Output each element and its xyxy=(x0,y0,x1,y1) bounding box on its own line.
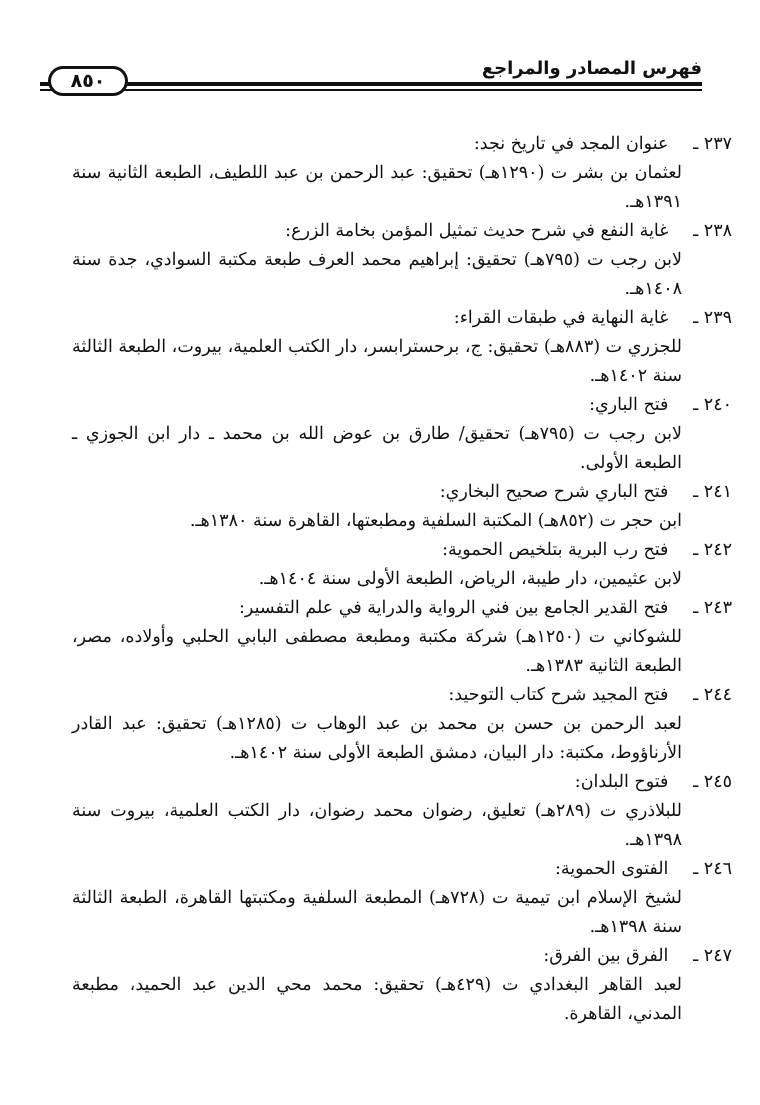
entry-title: الفرق بين الفرق: xyxy=(543,946,669,966)
entry-title: فتح الباري شرح صحيح البخاري: xyxy=(439,482,669,502)
entry-title-line xyxy=(72,768,732,797)
list-item xyxy=(72,681,732,768)
entry-body: لابن رجب ت (٧٩٥هـ) تحقيق/ طارق بن عوض الله بن محمد ـ دار ابن الجوزي ـ الطبعة الأولى. xyxy=(72,424,682,473)
list-item xyxy=(72,217,732,304)
list-item xyxy=(72,594,732,681)
page-header xyxy=(0,0,760,110)
list-item xyxy=(72,536,732,594)
entry-title-line xyxy=(72,304,732,333)
list-item xyxy=(72,391,732,478)
entry-number: ٢٣٨ ـ xyxy=(693,221,732,241)
entry-body: لعبد القاهر البغدادي ت (٤٢٩هـ) تحقيق: محمد محي الدين عبد الحميد، مطبعة المدني، القاهرة. xyxy=(72,975,682,1024)
entry-body: لابن رجب ت (٧٩٥هـ) تحقيق: إبراهيم محمد العرف طبعة مكتبة السوادي، جدة سنة ١٤٠٨هـ. xyxy=(72,250,682,299)
entry-body: للشوكاني ت (١٢٥٠هـ) شركة مكتبة ومطبعة مصطفى البابي الحلبي وأولاده، مصر، الطبعة الثانية ١٣٨٣هـ. xyxy=(72,627,683,676)
entry-title: فتح الباري: xyxy=(589,395,669,415)
bibliography-list xyxy=(72,130,732,1029)
entry-title: فتح القدير الجامع بين فني الرواية والدراية في علم التفسير: xyxy=(239,598,669,618)
page-number-badge: ٨٥٠ xyxy=(48,66,128,96)
entry-title-line xyxy=(72,391,732,420)
entry-title-line xyxy=(72,942,732,971)
entry-number: ٢٤٠ ـ xyxy=(693,395,732,415)
entry-title: فتوح البلدان: xyxy=(574,772,669,792)
entry-number: ٢٤١ ـ xyxy=(693,482,732,502)
entry-number: ٢٤٣ ـ xyxy=(693,598,732,618)
entry-title-line xyxy=(72,478,732,507)
list-item xyxy=(72,304,732,391)
list-item xyxy=(72,478,732,536)
header-rule-thick xyxy=(40,82,702,86)
entry-title: الفتوى الحموية: xyxy=(554,859,669,879)
header-rule-thin xyxy=(40,89,702,91)
entry-title-line xyxy=(72,130,732,159)
entry-body: لشيخ الإسلام ابن تيمية ت (٧٢٨هـ) المطبعة السلفية ومكتبتها القاهرة، الطبعة الثالثة سنة ١٣٩٨هـ. xyxy=(72,888,682,937)
entry-body: ابن حجر ت (٨٥٢هـ) المكتبة السلفية ومطبعتها، القاهرة سنة ١٣٨٠هـ. xyxy=(189,511,682,531)
entry-body: للبلاذري ت (٢٨٩هـ) تعليق، رضوان محمد رضوان، دار الكتب العلمية، بيروت سنة ١٣٩٨هـ. xyxy=(72,801,682,850)
list-item xyxy=(72,942,732,1029)
entry-number: ٢٣٧ ـ xyxy=(693,134,732,154)
entry-title-line xyxy=(72,536,732,565)
entry-number: ٢٤٦ ـ xyxy=(693,859,732,879)
entry-title: غاية النهاية في طبقات القراء: xyxy=(453,308,669,328)
entry-title: عنوان المجد في تاريخ نجد: xyxy=(473,134,669,154)
entry-number: ٢٤٢ ـ xyxy=(693,540,732,560)
running-title: فهرس المصادر والمراجع xyxy=(481,58,702,79)
entry-title-line xyxy=(72,217,732,246)
entry-body: لعبد الرحمن بن حسن بن محمد بن عبد الوهاب ت (١٢٨٥هـ) تحقيق: عبد القادر الأرناؤوط، مكتبة: دار البيان، دمشق الطبعة الأولى سنة ١٤٠٢هـ. xyxy=(72,714,682,763)
entry-body: للجزري ت (٨٨٣هـ) تحقيق: ج، برحسترابسر، دار الكتب العلمية، بيروت، الطبعة الثالثة سنة ١٤٠٢هـ. xyxy=(72,337,682,386)
entry-title: فتح رب البرية بتلخيص الحموية: xyxy=(442,540,669,560)
entry-number: ٢٣٩ ـ xyxy=(693,308,732,328)
entry-number: ٢٤٧ ـ xyxy=(693,946,732,966)
entry-body: لعثمان بن بشر ت (١٢٩٠هـ) تحقيق: عبد الرحمن بن عبد اللطيف، الطبعة الثانية سنة ١٣٩١هـ. xyxy=(72,163,682,212)
list-item xyxy=(72,768,732,855)
list-item xyxy=(72,855,732,942)
entry-title-line xyxy=(72,594,732,623)
entry-number: ٢٤٤ ـ xyxy=(693,685,732,705)
entry-title: فتح المجيد شرح كتاب التوحيد: xyxy=(448,685,669,705)
entry-body: لابن عثيمين، دار طيبة، الرياض، الطبعة الأولى سنة ١٤٠٤هـ. xyxy=(258,569,682,589)
list-item xyxy=(72,130,732,217)
entry-title-line xyxy=(72,855,732,884)
entry-title: غاية النفع في شرح حديث تمثيل المؤمن بخامة الزرع: xyxy=(285,221,669,241)
entry-title-line xyxy=(72,681,732,710)
entry-number: ٢٤٥ ـ xyxy=(693,772,732,792)
